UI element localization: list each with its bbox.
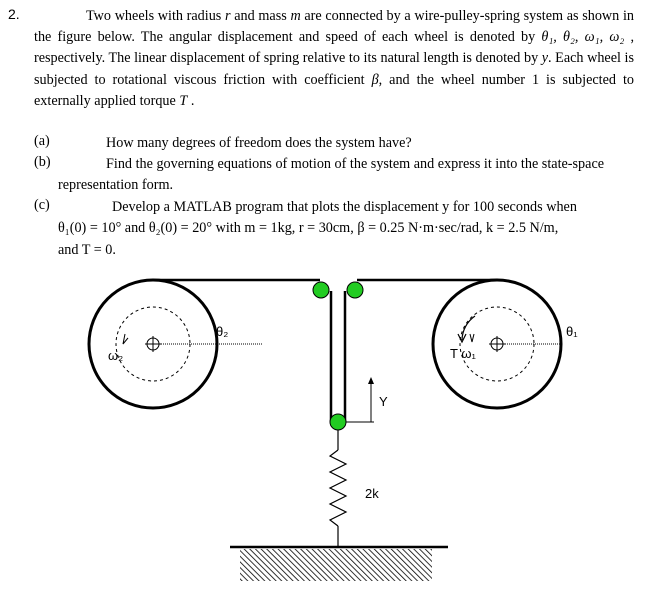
omega2-label: ω₂ [108,348,124,363]
intro-text-3: are connected by a wire-pulley-spring system as shown in the figure below. The angular displacement and speed of each wheel is denoted by [34,8,634,46]
intro-text-6: , and the wheel number 1 is subjected to externally applied torque [34,71,635,109]
question-c-text: Develop a MATLAB program that plots the displacement y for 100 seconds when [112,199,577,215]
theta2-label: θ₂ [216,324,229,339]
question-b-text-cont: representation form. [58,177,174,193]
var-beta: β [371,71,379,88]
spring [330,430,346,546]
question-c-text-cont: θ₁(0) = 10° and θ₂(0) = 20° with m = 1kg, r = 30cm, β = 0.25 N·m·sec/rad, k = 2.5 N/m, [58,220,559,236]
wheel-2 [89,280,262,408]
question-b-label: (b) [34,154,51,170]
wheel-1 [433,280,561,408]
var-T: T [179,92,188,109]
question-c-label: (c) [34,197,50,213]
bottom-pulley [330,414,346,430]
ground-hatch [240,549,432,581]
question-a-label: (a) [34,133,50,149]
theta1-label: θ₁ [566,324,578,339]
top-left-pulley [313,282,329,298]
intro-text-2: and mass [230,8,291,24]
y-label: Y [379,394,388,409]
question-b-text: Find the governing equations of motion of the system and express it into the state-space [106,156,605,172]
question-a-text: How many degrees of freedom does the system have? [106,135,412,151]
intro-text-7: . [187,92,195,109]
problem-number: 2. [8,6,20,22]
question-c-text-end: and T = 0. [58,242,116,258]
intro-text-4: , respectively. The linear displacement of spring relative to its natural length is denoted by [34,29,634,67]
var-r: r [225,8,231,24]
var-symbols: θ₁, θ₂, ω₁, ω₂ [541,29,625,46]
var-y: y [541,50,549,67]
top-right-pulley [347,282,363,298]
intro-text-1: Two wheels with radius [86,8,226,24]
var-m: m [290,8,301,24]
spring-2k-label: 2k [365,486,379,501]
intro-text-5: . Each wheel is subjected to rotational viscous friction with coefficient [34,50,634,88]
torque-omega1-label: T ω₁ [450,346,476,361]
